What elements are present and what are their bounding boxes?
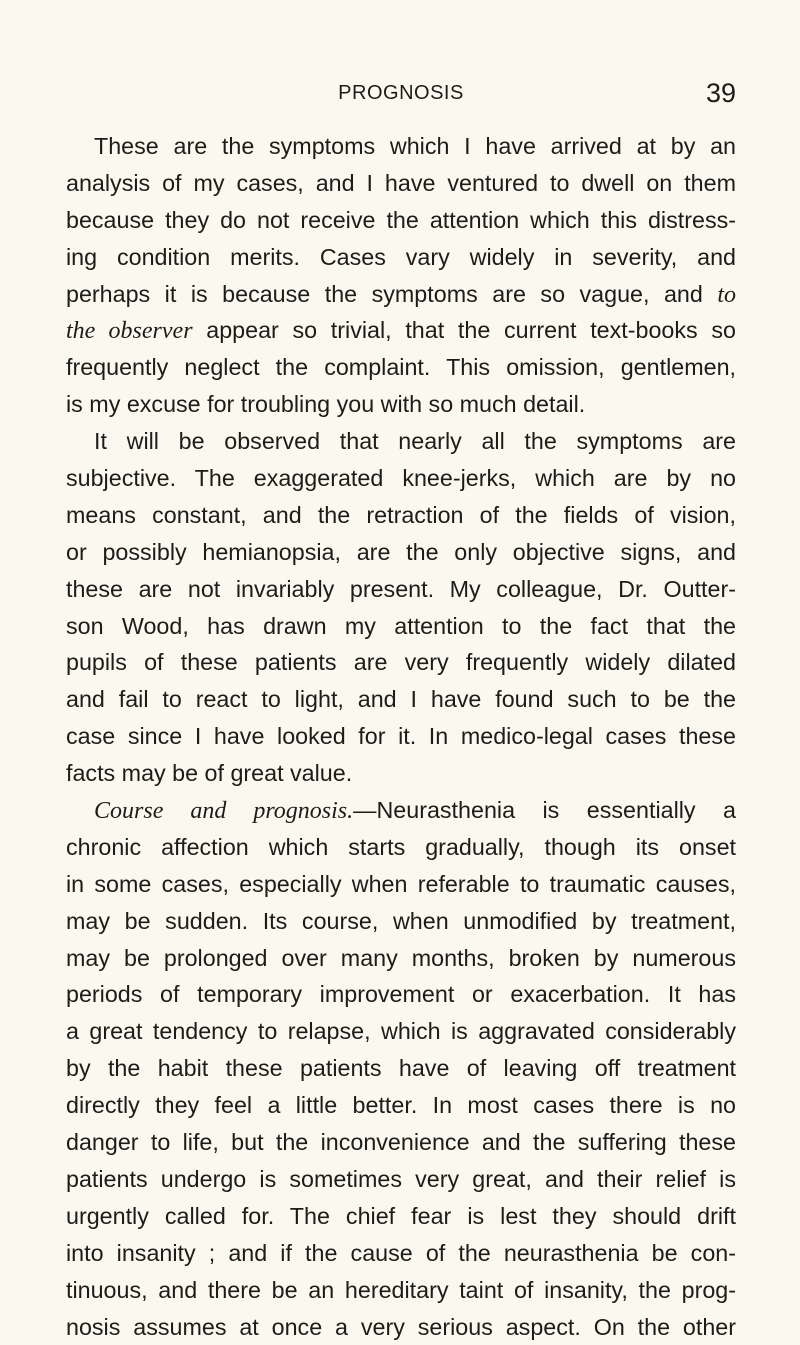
text-line	[66, 312, 736, 349]
text-line	[66, 644, 736, 681]
text-segment: perhaps it is because the symptoms are so vague, and	[66, 281, 717, 307]
text-line	[66, 940, 736, 977]
text-line	[66, 202, 736, 239]
text-segment: directly they feel a little better. In most cases there is no	[66, 1092, 736, 1118]
text-line	[66, 829, 736, 866]
text-line	[66, 1272, 736, 1309]
text-segment: pupils of these patients are very frequently widely dilated	[66, 649, 736, 675]
text-segment: these are not invariably present. My colleague, Dr. Outter-	[66, 576, 736, 602]
text-segment: may be sudden. Its course, when unmodified by treatment,	[66, 908, 736, 934]
running-title: PROGNOSIS	[66, 82, 736, 105]
text-segment: subjective. The exaggerated knee-jerks, which are by no	[66, 465, 736, 491]
text-line	[66, 1087, 736, 1124]
text-segment: It will be observed that nearly all the symptoms are	[94, 428, 736, 454]
text-segment: or possibly hemianopsia, are the only objective signs, and	[66, 539, 736, 565]
text-line	[66, 608, 736, 645]
text-line	[66, 866, 736, 903]
text-line	[66, 903, 736, 940]
text-line	[66, 792, 736, 829]
text-line	[66, 165, 736, 202]
text-segment: case since I have looked for it. In medico-legal cases these	[66, 723, 736, 749]
text-segment: chronic affection which starts gradually, though its onset	[66, 834, 736, 860]
text-line	[66, 1161, 736, 1198]
italic-text: the observer	[66, 318, 193, 344]
text-line	[66, 1013, 736, 1050]
text-segment: nosis assumes at once a very serious aspect. On the other	[66, 1314, 736, 1340]
text-line	[66, 681, 736, 718]
text-segment: These are the symptoms which I have arrived at by an	[94, 133, 736, 159]
text-line	[66, 460, 736, 497]
italic-text: Course and prognosis.	[94, 798, 353, 824]
text-segment: —Neurasthenia is essentially a	[353, 797, 736, 823]
text-line	[66, 976, 736, 1013]
text-segment: means constant, and the retraction of the fields of vision,	[66, 502, 736, 528]
text-line	[66, 1124, 736, 1161]
text-segment: is my excuse for troubling you with so much detail.	[66, 391, 585, 417]
text-segment: ing condition merits. Cases vary widely in severity, and	[66, 244, 736, 270]
text-line	[66, 128, 736, 165]
text-segment: may be prolonged over many months, broken by numerous	[66, 945, 736, 971]
text-segment: frequently neglect the complaint. This omission, gentlemen,	[66, 354, 736, 380]
text-segment: tinuous, and there be an hereditary taint of insanity, the prog-	[66, 1277, 736, 1303]
text-segment: danger to life, but the inconvenience and the suffering these	[66, 1129, 736, 1155]
text-line	[66, 423, 736, 460]
text-segment: periods of temporary improvement or exacerbation. It has	[66, 981, 736, 1007]
text-line	[66, 497, 736, 534]
text-segment: by the habit these patients have of leaving off treatment	[66, 1055, 736, 1081]
italic-text: to	[717, 282, 736, 308]
text-line	[66, 239, 736, 276]
text-segment: patients undergo is sometimes very great, and their relief is	[66, 1166, 736, 1192]
text-segment: analysis of my cases, and I have ventured to dwell on them	[66, 170, 736, 196]
text-segment: urgently called for. The chief fear is lest they should drift	[66, 1203, 736, 1229]
text-line	[66, 755, 736, 792]
text-segment: appear so trivial, that the current text-books so	[193, 317, 736, 343]
text-line	[66, 1050, 736, 1087]
page-number: 39	[706, 78, 736, 109]
text-line	[66, 386, 736, 423]
text-segment: facts may be of great value.	[66, 760, 352, 786]
text-segment: because they do not receive the attention which this distress-	[66, 207, 736, 233]
text-line	[66, 349, 736, 386]
text-line	[66, 718, 736, 755]
text-segment: a great tendency to relapse, which is aggravated considerably	[66, 1018, 736, 1044]
text-segment: son Wood, has drawn my attention to the fact that the	[66, 613, 736, 639]
text-line	[66, 276, 736, 313]
text-line	[66, 1198, 736, 1235]
text-line	[66, 534, 736, 571]
text-line	[66, 1309, 736, 1345]
text-segment: in some cases, especially when referable to traumatic causes,	[66, 871, 736, 897]
text-segment: into insanity ; and if the cause of the neurasthenia be con-	[66, 1240, 736, 1266]
page-header	[66, 78, 736, 110]
text-line	[66, 1235, 736, 1272]
text-segment: and fail to react to light, and I have found such to be the	[66, 686, 736, 712]
body-text	[66, 128, 736, 1345]
text-line	[66, 571, 736, 608]
